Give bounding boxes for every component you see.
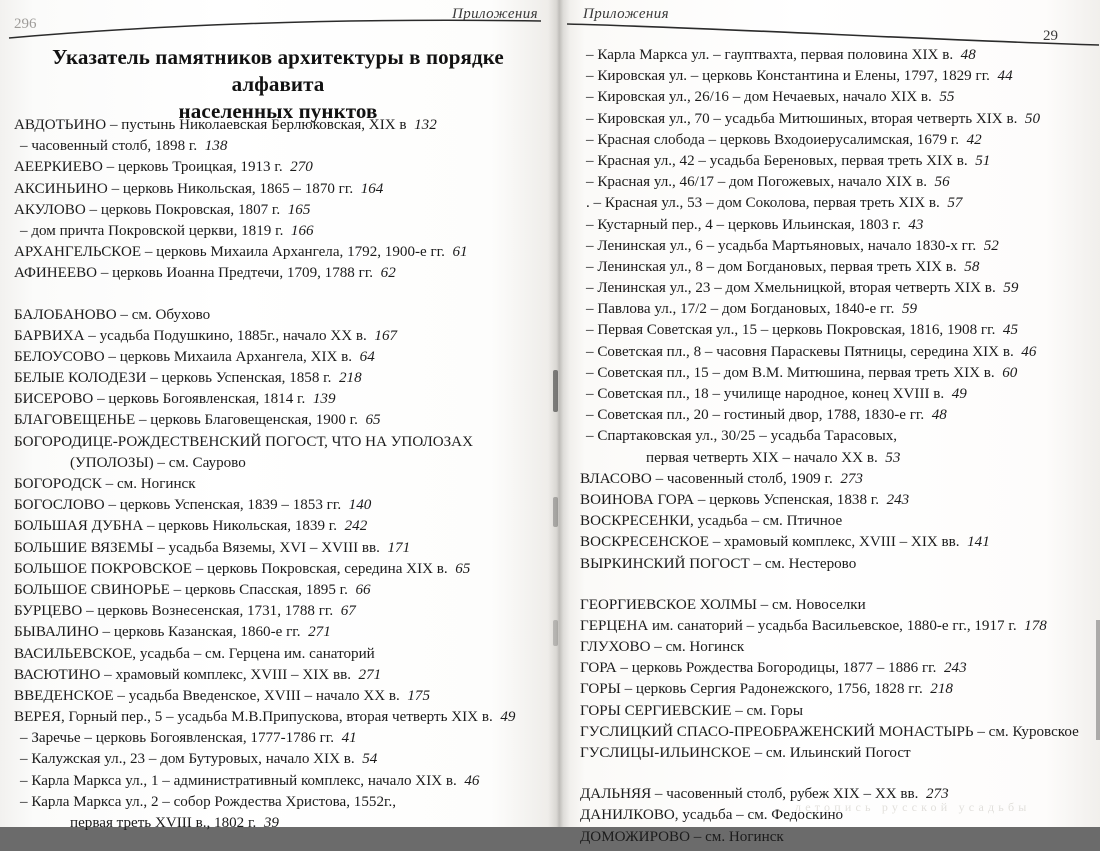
index-entry xyxy=(14,435,538,450)
index-entry xyxy=(580,260,1092,275)
index-entry-text: – Первая Советская ул., 15 – церковь Покровская, 1816, 1908 гг. xyxy=(586,322,996,339)
index-entry-text: ДАНИЛКОВО, усадьба – см. Федоскино xyxy=(580,807,844,824)
index-entry-page-number: 218 xyxy=(922,681,953,698)
index-entry-text: – Кустарный пер., 4 – церковь Ильинская, 1803 г. xyxy=(586,216,901,233)
index-entry xyxy=(580,154,1092,169)
index-entry-text: ГЛУХОВО – см. Ногинск xyxy=(580,639,745,656)
index-entry-text: (УПОЛОЗЫ) – см. Саурово xyxy=(70,454,246,471)
index-entry xyxy=(580,725,1092,740)
index-entry xyxy=(14,752,538,767)
index-entry xyxy=(580,429,1092,444)
right-header-rule xyxy=(566,18,1100,50)
index-entry-page-number: 140 xyxy=(341,497,372,514)
index-entry-text: БЕЛОУСОВО – церковь Михаила Архангела, XIX в. xyxy=(14,348,353,365)
index-entry xyxy=(14,118,538,133)
index-entry xyxy=(14,541,538,556)
index-entry-page-number: 54 xyxy=(354,751,378,768)
index-entry-page-number: 175 xyxy=(399,687,430,704)
index-entry-text: АКСИНЬИНО – церковь Никольская, 1865 – 1870 гг. xyxy=(14,180,354,197)
index-entry-text: . – Красная ул., 53 – дом Соколова, первая треть XIX в. xyxy=(586,195,940,212)
index-entry xyxy=(580,830,1092,845)
index-entry xyxy=(580,323,1092,338)
index-entry xyxy=(14,498,538,513)
index-entry-page-number: 166 xyxy=(283,222,314,239)
index-entry xyxy=(14,266,538,281)
index-entry-text: – часовенный столб, 1898 г. xyxy=(20,138,198,155)
index-entry-page-number: 43 xyxy=(900,216,924,233)
index-entry xyxy=(14,774,538,789)
index-entry-page-number: 50 xyxy=(1017,110,1040,127)
index-entry-text: БУРЦЕВО – церковь Вознесенская, 1731, 1788 гг. xyxy=(14,603,334,620)
footer-watermark: летопись русской усадьбы xyxy=(795,800,1031,814)
index-entry-text: ВЛАСОВО – часовенный столб, 1909 г. xyxy=(580,470,833,487)
index-entry xyxy=(580,175,1092,190)
index-entry-text: – Ленинская ул., 8 – дом Богдановых, первая треть XIX в. xyxy=(586,258,957,275)
index-entry-text: – Советская пл., 8 – часовня Параскевы Пятницы, середина XIX в. xyxy=(586,343,1014,360)
index-entry-page-number: 67 xyxy=(333,603,356,620)
index-entry xyxy=(14,308,538,323)
index-entry-text: ДАЛЬНЯЯ – часовенный столб, рубеж XIX – XX вв. xyxy=(580,786,919,803)
index-entry-text: ГЕРЦЕНА им. санаторий – усадьба Васильевское, 1880-е гг., 1917 г. xyxy=(580,617,1017,634)
index-entry-page-number: 138 xyxy=(197,138,228,155)
index-entry-page-number: 242 xyxy=(337,518,368,535)
index-entry-text: – дом причта Покровской церкви, 1819 г. xyxy=(20,222,284,239)
index-entry-page-number: 41 xyxy=(334,730,357,747)
index-entry xyxy=(580,557,1092,572)
index-entry xyxy=(14,329,538,344)
index-entry-text: ГУСЛИЦКИЙ СПАСО-ПРЕОБРАЖЕНСКИЙ МОНАСТЫРЬ – см. Куровское xyxy=(580,723,1079,740)
index-entry-page-number: 59 xyxy=(894,301,918,318)
index-entry-text: ГУСЛИЦЫ-ИЛЬИНСКОЕ – см. Ильинский Погост xyxy=(580,745,911,761)
index-entry xyxy=(580,112,1092,127)
index-entry-page-number: 243 xyxy=(936,660,967,677)
index-entry xyxy=(14,139,538,154)
index-entry-page-number: 48 xyxy=(953,47,976,63)
index-entry xyxy=(580,682,1092,697)
index-entry-text: ВОИНОВА ГОРА – церковь Успенская, 1838 г. xyxy=(580,491,880,508)
index-entry-text: ВАСИЛЬЕВСКОЕ, усадьба – см. Герцена им. санаторий xyxy=(14,645,375,662)
index-entry xyxy=(14,245,538,260)
gutter-edge-mark xyxy=(553,497,558,527)
index-entry xyxy=(580,302,1092,317)
index-entry-text: – Красная слобода – церковь Входоиерусалимская, 1679 г. xyxy=(586,131,960,148)
index-entry-page-number: 46 xyxy=(1013,343,1037,360)
index-entry-text: ВЫРКИНСКИЙ ПОГОСТ – см. Нестерово xyxy=(580,555,857,572)
index-entry-page-number: 141 xyxy=(959,534,990,551)
right-running-head: Приложения xyxy=(583,6,670,22)
index-entry xyxy=(580,640,1092,655)
index-entry xyxy=(14,477,538,492)
index-entry-text: – Красная ул., 42 – усадьба Береновых, первая треть XIX в. xyxy=(586,152,968,169)
index-entry-text: БОЛЬШАЯ ДУБНА – церковь Никольская, 1839 г. xyxy=(14,518,338,535)
right-index-column xyxy=(580,48,1092,851)
index-entry-page-number: 59 xyxy=(995,280,1019,297)
index-entry-page-number: 45 xyxy=(995,322,1018,339)
index-entry-page-number: 62 xyxy=(373,265,396,282)
index-entry xyxy=(580,661,1092,676)
index-entry-text: ГЕОРГИЕВСКОЕ ХОЛМЫ – см. Новоселки xyxy=(580,596,866,613)
section-gap xyxy=(580,578,1092,598)
page-title xyxy=(22,44,534,125)
index-entry-text: ГОРА – церковь Рождества Богородицы, 1877 – 1886 гг. xyxy=(580,660,937,677)
index-entry-text: ВОСКРЕСЕНСКОЕ – храмовый комплекс, XVIII – XIX вв. xyxy=(580,534,960,551)
index-entry xyxy=(14,668,538,683)
index-entry xyxy=(14,413,538,428)
index-entry-text: БОЛЬШОЕ СВИНОРЬЕ – церковь Спасская, 1895 г. xyxy=(14,581,348,598)
index-entry xyxy=(14,710,538,725)
index-entry-text: БЕЛЫЕ КОЛОДЕЗИ – церковь Успенская, 1858 г. xyxy=(14,370,332,387)
index-entry-text: первая четверть XIX – начало XX в. xyxy=(646,449,878,466)
index-entry xyxy=(580,90,1092,105)
index-entry-page-number: 56 xyxy=(926,174,950,191)
index-entry-page-number: 57 xyxy=(939,195,963,212)
index-entry-page-number: 49 xyxy=(492,709,516,726)
index-entry-text: БОЛЬШИЕ ВЯЗЕМЫ – усадьба Вяземы, XVI – XVIII вв. xyxy=(14,539,380,556)
index-entry xyxy=(580,387,1092,402)
index-entry xyxy=(14,689,538,704)
index-entry-page-number: 164 xyxy=(353,180,384,197)
index-entry xyxy=(580,218,1092,233)
index-entry-text: АКУЛОВО – церковь Покровская, 1807 г. xyxy=(14,201,281,218)
index-entry-text: – Кировская ул., 26/16 – дом Нечаевых, начало XIX в. xyxy=(586,89,932,106)
index-entry-text: – Красная ул., 46/17 – дом Погожевых, начало XIX в. xyxy=(586,174,927,191)
index-entry-page-number: 53 xyxy=(877,449,901,466)
section-gap xyxy=(14,288,538,308)
index-entry xyxy=(14,392,538,407)
index-entry-text: – Павлова ул., 17/2 – дом Богдановых, 1840-е гг. xyxy=(586,301,895,318)
index-entry-page-number: 167 xyxy=(366,327,398,344)
index-entry-page-number: 218 xyxy=(331,370,362,387)
section-gap xyxy=(580,767,1092,787)
index-entry-text: АФИНЕЕВО – церковь Иоанна Предтечи, 1709, 1788 гг. xyxy=(14,265,374,282)
index-entry-text: – Заречье – церковь Богоявленская, 1777-1786 гг. xyxy=(20,730,335,747)
index-entry xyxy=(580,196,1092,211)
index-entry-page-number: 51 xyxy=(967,152,991,169)
page-title-line-1: Указатель памятников архитектуры в порядке алфавита xyxy=(52,45,504,96)
index-entry xyxy=(580,598,1092,613)
book-gutter-shadow xyxy=(548,0,570,827)
index-entry-page-number: 178 xyxy=(1016,617,1047,634)
index-entry-page-number: 165 xyxy=(280,201,311,218)
index-entry-page-number: 243 xyxy=(879,491,910,508)
index-entry-page-number: 58 xyxy=(956,258,980,275)
index-entry xyxy=(14,562,538,577)
index-entry xyxy=(580,704,1092,719)
index-entry-text: БОЛЬШОЕ ПOКРОВСКОЕ – церковь Покровская, середина XIX в. xyxy=(14,560,448,577)
index-entry-page-number: 65 xyxy=(447,560,471,577)
right-page-folio: 29 xyxy=(1043,28,1058,44)
index-entry-text: БАРВИХА – усадьба Подушкино, 1885г., начало XX в. xyxy=(14,327,367,344)
index-entry xyxy=(14,203,538,218)
index-entry-text: АРХАНГЕЛЬСКОЕ – церковь Михаила Архангела, 1792, 1900-е гг. xyxy=(14,244,445,261)
index-entry xyxy=(580,48,1092,63)
index-entry-text: – Калужская ул., 23 – дом Бутуровых, начало XIX в. xyxy=(20,751,355,768)
index-entry-text: – Кировская ул. – церковь Константина и Елены, 1797, 1829 гг. xyxy=(586,68,990,85)
index-entry-page-number: 65 xyxy=(357,412,381,429)
index-entry-text: БЛАГОВЕЩЕНЬЕ – церковь Благовещенская, 1900 г. xyxy=(14,412,358,429)
gutter-edge-mark xyxy=(553,370,558,412)
index-entry-page-number: 273 xyxy=(832,470,863,487)
index-entry xyxy=(14,182,538,197)
index-entry xyxy=(14,160,538,175)
index-entry-text: БОГОРОДСК – см. Ногинск xyxy=(14,476,196,492)
index-entry xyxy=(580,345,1092,360)
index-entry xyxy=(580,493,1092,508)
index-entry xyxy=(14,350,538,365)
index-entry xyxy=(14,731,538,746)
index-entry-text: – Ленинская ул., 23 – дом Хмельницкой, вторая четверть XIX в. xyxy=(586,280,996,297)
index-entry-text: АВДОТЬИНО – пустынь Николаевская Берлюковская, XIX в xyxy=(14,117,407,133)
left-running-head: Приложения xyxy=(452,6,539,22)
index-entry xyxy=(14,625,538,640)
left-index-column xyxy=(14,118,538,837)
index-entry xyxy=(14,371,538,386)
index-entry-text: – Советская пл., 15 – дом В.М. Митюшина, первая треть XIX в. xyxy=(586,364,995,381)
index-entry-text: БОГОРОДИЦЕ-РОЖДЕСТВЕНСКИЙ ПОГОСТ, ЧТО НА УПОЛОЗАХ xyxy=(14,433,473,450)
index-entry-text: АЕЕРКИЕВО – церковь Троицкая, 1913 г. xyxy=(14,159,283,176)
index-entry xyxy=(580,281,1092,296)
index-entry-text: – Спартаковская ул., 30/25 – усадьба Тарасовых, xyxy=(586,428,898,445)
index-entry-page-number: 60 xyxy=(994,364,1018,381)
index-entry-text: ГОРЫ СЕРГИЕВСКИЕ – см. Горы xyxy=(580,702,803,719)
index-entry-text: ДОМОЖИРОВО – см. Ногинск xyxy=(580,828,784,845)
index-entry xyxy=(14,816,538,831)
index-entry-page-number: 271 xyxy=(300,624,331,641)
index-entry xyxy=(580,239,1092,254)
page-title-line-2: населенных пунктов xyxy=(178,98,378,123)
index-entry-page-number: 66 xyxy=(347,581,371,598)
index-entry-text: – Карла Маркса ул., 1 – административный комплекс, начало XIX в. xyxy=(20,772,457,789)
index-entry-text: БИСЕРОВО – церковь Богоявленская, 1814 г. xyxy=(14,391,306,408)
index-entry xyxy=(14,224,538,239)
index-entry-text: – Кировская ул., 70 – усадьба Митюшиных, вторая четверть XIX в. xyxy=(586,110,1018,127)
index-entry-page-number: 48 xyxy=(924,407,947,424)
left-page-folio: 296 xyxy=(14,16,37,32)
index-entry-text: БАЛОБАНОВО – см. Обухово xyxy=(14,306,211,323)
index-entry-text: – Советская пл., 18 – училище народное, конец XVIII в. xyxy=(586,386,945,402)
page-edge-shadow xyxy=(1096,620,1100,740)
index-entry-page-number: 44 xyxy=(989,68,1013,85)
index-entry xyxy=(14,519,538,534)
index-entry xyxy=(580,514,1092,529)
index-entry-text: ВЕРЕЯ, Горный пер., 5 – усадьба М.В.Припускова, вторая четверть XIX в. xyxy=(14,709,493,726)
index-entry-page-number: 55 xyxy=(931,89,955,106)
index-entry-page-number: 46 xyxy=(456,772,480,789)
index-entry-page-number: 139 xyxy=(305,391,336,408)
index-entry-text: ВВЕДЕНСКОЕ – усадьба Введенское, XVIII – начало XX в. xyxy=(14,687,400,704)
gutter-edge-mark xyxy=(553,620,558,646)
index-entry xyxy=(580,451,1092,466)
index-entry xyxy=(580,69,1092,84)
index-entry xyxy=(14,604,538,619)
index-entry-page-number: 49 xyxy=(944,386,967,402)
index-entry-page-number: 39 xyxy=(256,815,279,831)
index-entry-page-number: 273 xyxy=(918,786,949,803)
index-entry xyxy=(580,133,1092,148)
index-entry-page-number: 271 xyxy=(350,666,382,683)
index-entry xyxy=(580,472,1092,487)
index-entry-page-number: 42 xyxy=(959,131,982,148)
index-entry-text: – Карла Маркса ул., 2 – собор Рождества Христова, 1552г., xyxy=(20,793,397,810)
index-entry-text: ВОСКРЕСЕНКИ, усадьба – см. Птичное xyxy=(580,513,843,530)
index-entry xyxy=(580,408,1092,423)
index-entry-page-number: 64 xyxy=(352,348,375,365)
index-entry-text: – Советская пл., 20 – гостиный двор, 1788, 1830-е гг. xyxy=(586,407,925,424)
index-entry xyxy=(580,619,1092,634)
index-entry xyxy=(580,535,1092,550)
index-entry-text: ГОРЫ – церковь Сергия Радонежского, 1756, 1828 гг. xyxy=(580,681,923,698)
index-entry-text: первая треть XVIII в., 1802 г. xyxy=(70,815,257,831)
index-entry-text: ВАСЮТИНО – храмовый комплекс, XVIII – XIX вв. xyxy=(14,666,351,683)
index-entry-page-number: 52 xyxy=(976,237,999,254)
index-entry xyxy=(14,647,538,662)
index-entry-page-number: 270 xyxy=(282,159,313,176)
index-entry-page-number: 132 xyxy=(406,117,437,133)
index-entry-text: – Карла Маркса ул. – гауптвахта, первая половина XIX в. xyxy=(586,47,954,63)
index-entry xyxy=(14,795,538,810)
left-header-rule xyxy=(8,16,542,42)
index-entry-text: БЫВАЛИНО – церковь Казанская, 1860-е гг. xyxy=(14,624,301,641)
index-entry xyxy=(14,456,538,471)
index-entry-text: БОГОСЛОВО – церковь Успенская, 1839 – 1853 гг. xyxy=(14,497,342,514)
index-entry-page-number: 61 xyxy=(444,244,468,261)
index-entry xyxy=(580,746,1092,761)
index-entry-page-number: 171 xyxy=(379,539,411,556)
index-entry-text: – Ленинская ул., 6 – усадьба Мартьяновых, начало 1830-х гг. xyxy=(586,237,977,254)
index-entry xyxy=(580,366,1092,381)
index-entry xyxy=(14,583,538,598)
